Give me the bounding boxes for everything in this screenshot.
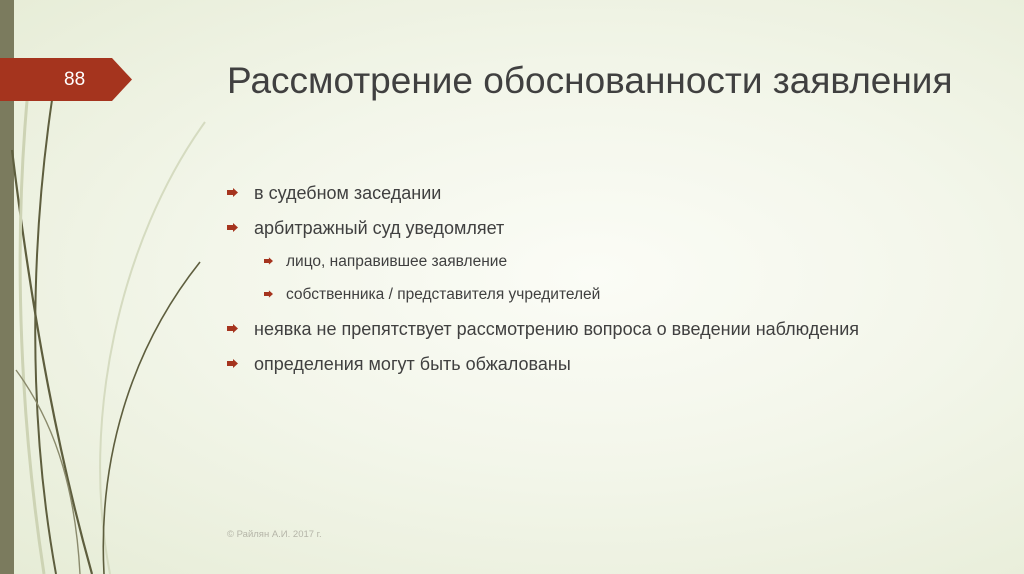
arrow-right-icon [227, 223, 238, 232]
footer-copyright: © Райлян А.И. 2017 г. [227, 529, 322, 540]
bullet-item [227, 318, 947, 341]
bullet-list [227, 182, 947, 388]
arrow-right-icon [264, 290, 273, 298]
bullet-text: арбитражный суд уведомляет [254, 218, 505, 238]
sub-bullet-item [264, 252, 947, 272]
bullet-text: определения могут быть обжалованы [254, 354, 571, 374]
bullet-text: неявка не препятствует рассмотрению вопроса о введении наблюдения [254, 319, 860, 339]
slide-title: Рассмотрение обоснованности заявления [227, 60, 953, 101]
arrow-right-icon [227, 324, 238, 333]
bullet-text: в судебном заседании [254, 183, 442, 203]
bullet-item [227, 182, 947, 205]
arrow-right-icon [227, 188, 238, 197]
page-number: 88 [64, 69, 86, 90]
bullet-item [227, 217, 947, 240]
arrow-right-icon [227, 359, 238, 368]
sub-bullet-item [264, 285, 947, 305]
bullet-text: лицо, направившее заявление [286, 253, 508, 270]
arrow-right-icon [264, 257, 273, 265]
bullet-item [227, 353, 947, 376]
bullet-text: собственника / представителя учредителей [286, 286, 601, 303]
